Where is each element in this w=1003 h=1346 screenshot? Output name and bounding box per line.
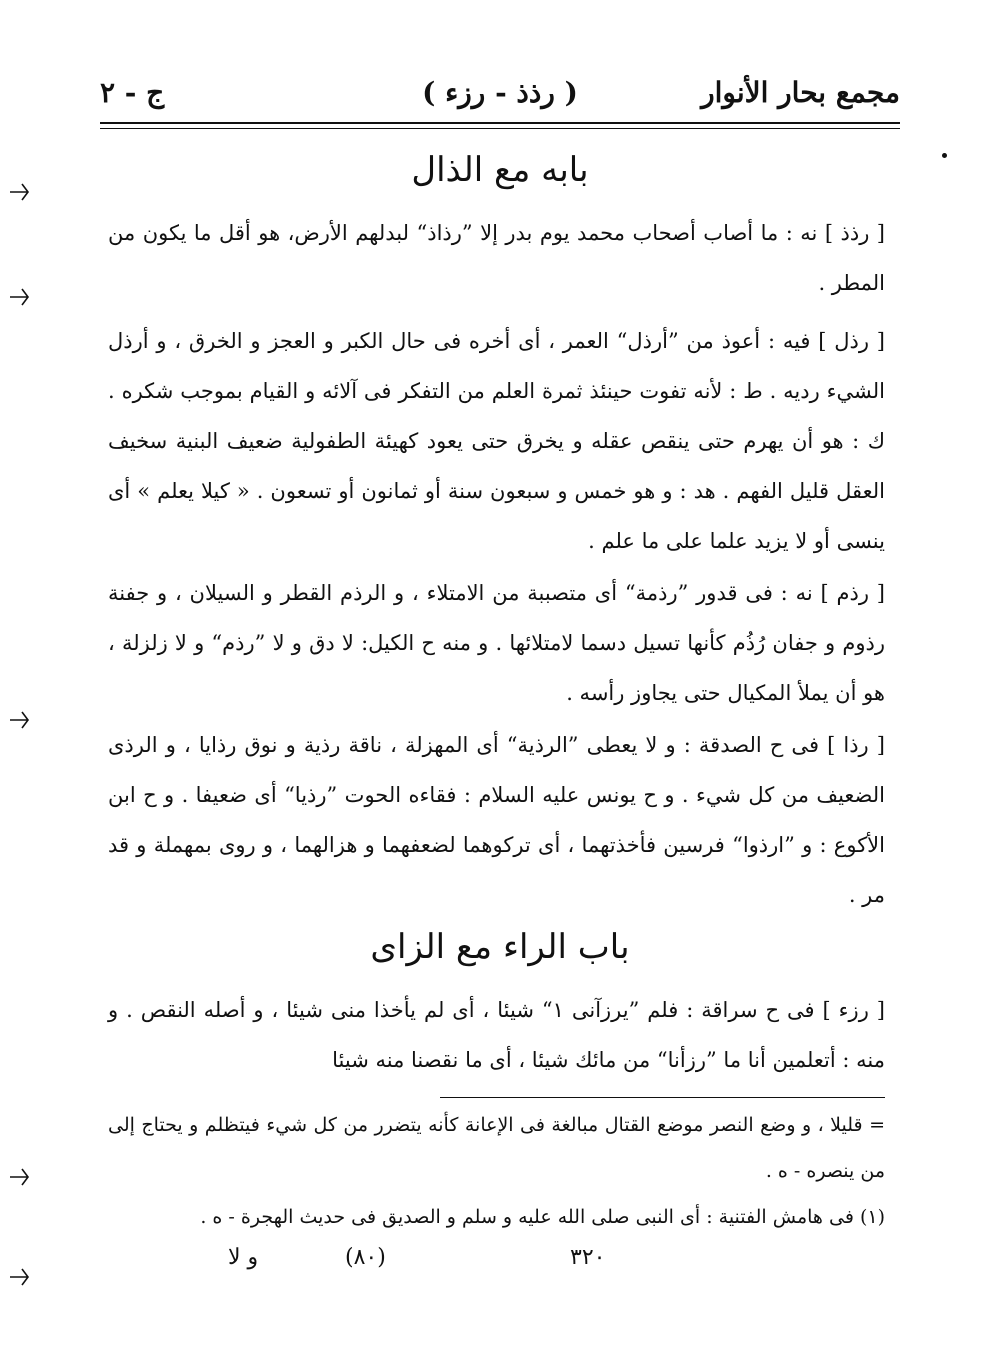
catchword: و لا	[228, 1245, 259, 1270]
entry-radham: [ رذم ] نه : فى قدور ”رذمة“ أى متصببة من الامتلاء ، و الرذم القطر و السيلان ، و جفنة رذوم و جفان رُذُم كأنها تسيل دسما لامتلائها . و منه ح الكيل: لا دق و لا ”رذم“ و لا زلزلة ، هو أن يملأ المكيال حتى يجاوز رأسه .	[108, 581, 885, 705]
header-rule	[100, 122, 900, 129]
entry-raza: [ رزء ] فى ح سراقة : فلم ”يرزآنى ١“ شيئا ، أى لم يأخذا منى شيئا ، و أصله النقص . و منه : أتعلمين أنا ما ”رزأنا“ من مائك شيئا ، أى ما نقصنا منه شيئا	[108, 998, 885, 1072]
margin-mark-icon	[8, 708, 30, 730]
volume-number: ج - ٢	[100, 76, 165, 109]
footnote-1: (١) فى هامش الفتنية : أى النبى صلى الله عليه و سلم و الصديق فى حديث الهجرة - ه .	[200, 1206, 885, 1228]
margin-mark-icon	[8, 285, 30, 307]
footnote-separator	[440, 1097, 885, 1098]
entry-radhadh: [ رذذ ] نه : ما أصاب أصحاب محمد يوم بدر إلا ”رذاذ“ لبدلهم الأرض، هو أقل ما يكون من المطر .	[108, 221, 885, 295]
section-title-zay: باب الراء مع الزاى	[370, 927, 630, 967]
entry-radha: [ رذا ] فى ح الصدقة : و لا يعطى ”الرذية“ أى المهزلة ، ناقة رذية و نوق رذايا ، و الرذى الضعيف من كل شيء . و ح يونس عليه السلام : فقاءه الحوت ”رذيا“ أى ضعيفا . و ح ابن الأكوع : و ”ارذوا“ فرسين فأخذتهما ، أى تركوهما لضعفهما و هزالهما ، و روى بمهملة و قد مر .	[108, 733, 885, 907]
page-footer	[100, 1245, 900, 1285]
margin-dot	[942, 153, 947, 158]
book-title: مجمع بحار الأنوار	[701, 76, 900, 109]
footnotes	[108, 1102, 885, 1240]
margin-mark-icon	[8, 1265, 30, 1287]
section-body-zay	[108, 985, 885, 1085]
footnote-continuation: = قليلا ، و وضع النصر موضع القتال مبالغة فى الإعانة كأنه يتضرر من كل شيء فيتظلم و يحتاج إلى من ينصره - ه .	[108, 1114, 885, 1182]
entry-range: ( رذذ - رزء )	[422, 76, 578, 109]
section-body-dhal	[108, 208, 885, 920]
entry-radhal: [ رذل ] فيه : أعوذ من ”أرذل“ العمر ، أى أخره فى حال الكبر و العجز و الخرق ، و أرذل الشيء رديه . ط : لأنه تفوت حينئذ ثمرة العلم من التفكر فى آلائه و القيام بموجب شكره . ك : هو أن يهرم حتى ينقص عقله و يخرق حتى يعود كهيئة الطفولية ضعيف البنية سخيف العقل قليل الفهم . هد : و هو خمس و سبعون سنة أو ثمانون أو تسعون . « كيلا يعلم » أى ينسى أو لا يزيد علما على ما علم .	[108, 329, 885, 553]
page-number: ٣٢٠	[570, 1245, 606, 1270]
running-header	[100, 70, 900, 120]
section-title-dhal: بابه مع الذال	[411, 150, 589, 190]
margin-mark-icon	[8, 180, 30, 202]
signature-mark: (٨٠)	[345, 1245, 386, 1270]
margin-mark-icon	[8, 1165, 30, 1187]
